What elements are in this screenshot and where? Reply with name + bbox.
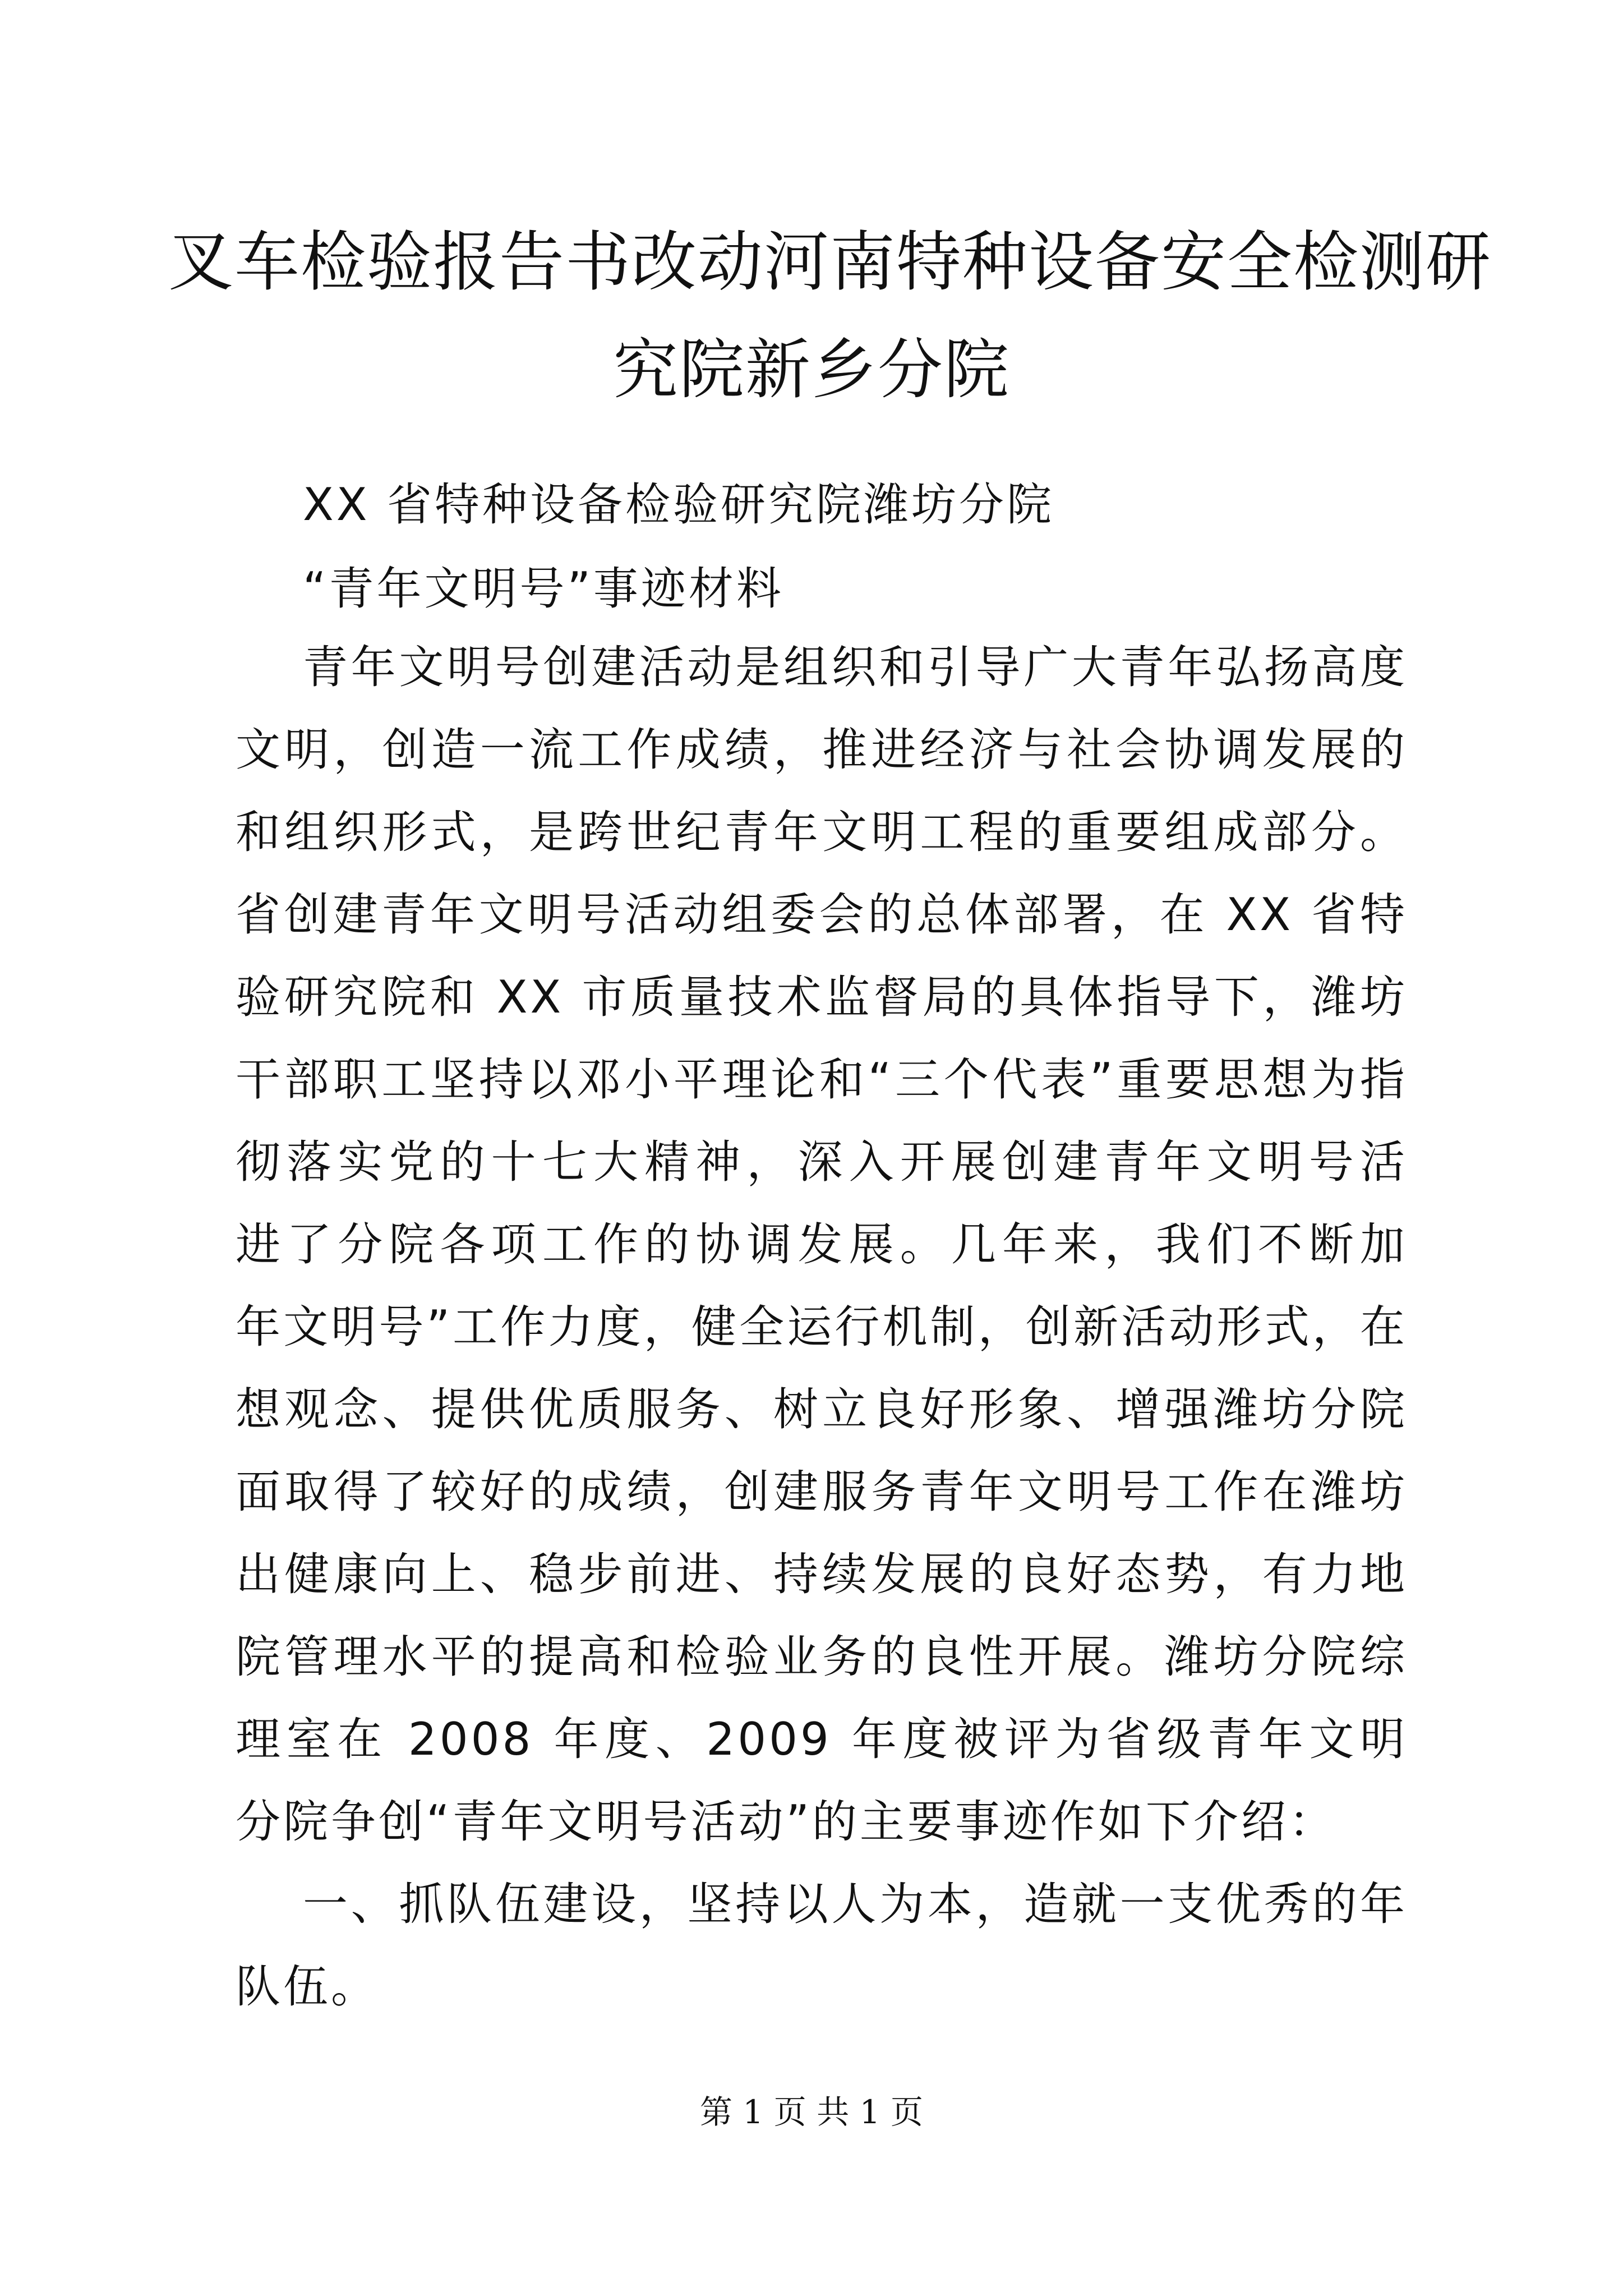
section-heading-line-1: 一、抓队伍建设，坚持以人为本，造就一支优秀的年 — [303, 1878, 1408, 1930]
body-line: 干部职工坚持以邓小平理论和“三个代表”重要思想为指 — [236, 1053, 1408, 1106]
subtitle-material: “青年文明号”事迹材料 — [303, 563, 784, 615]
body-line: 理室在 2008 年度、2009 年度被评为省级青年文明 — [236, 1713, 1408, 1765]
document-title-line-2: 究院新乡分院 — [613, 332, 1010, 408]
body-line: 文明，创造一流工作成绩，推进经济与社会协调发展的 — [236, 724, 1408, 776]
body-line: 省创建青年文明号活动组委会的总体部署，在 XX 省特 — [236, 889, 1408, 941]
body-line: 出健康向上、稳步前进、持续发展的良好态势，有力地 — [236, 1548, 1408, 1600]
page-footer: 第 1 页 共 1 页 — [700, 2093, 923, 2131]
body-line: 和组织形式，是跨世纪青年文明工程的重要组成部分。 — [236, 806, 1408, 858]
body-line: 面取得了较好的成绩，创建服务青年文明号工作在潍坊 — [236, 1466, 1408, 1518]
body-line: 青年文明号创建活动是组织和引导广大青年弘扬高度 — [303, 641, 1408, 693]
document-title-line-1: 叉车检验报告书改动河南特种设备安全检测研 — [168, 224, 1492, 300]
body-line: 进了分院各项工作的协调发展。几年来，我们不断加 — [236, 1218, 1408, 1271]
body-line: 院管理水平的提高和检验业务的良性开展。潍坊分院综 — [236, 1631, 1408, 1683]
subtitle-institution: XX 省特种设备检验研究院潍坊分院 — [303, 478, 1055, 531]
body-line: 想观念、提供优质服务、树立良好形象、增强潍坊分院 — [236, 1383, 1408, 1435]
body-line: 验研究院和 XX 市质量技术监督局的具体指导下，潍坊 — [236, 971, 1408, 1023]
body-line: 彻落实党的十七大精神，深入开展创建青年文明号活 — [236, 1136, 1408, 1188]
body-line: 年文明号”工作力度，健全运行机制，创新活动形式，在 — [236, 1301, 1408, 1353]
section-heading-line-2: 队伍。 — [236, 1961, 379, 2013]
body-line: 分院争创“青年文明号活动”的主要事迹作如下介绍： — [236, 1796, 1336, 1848]
